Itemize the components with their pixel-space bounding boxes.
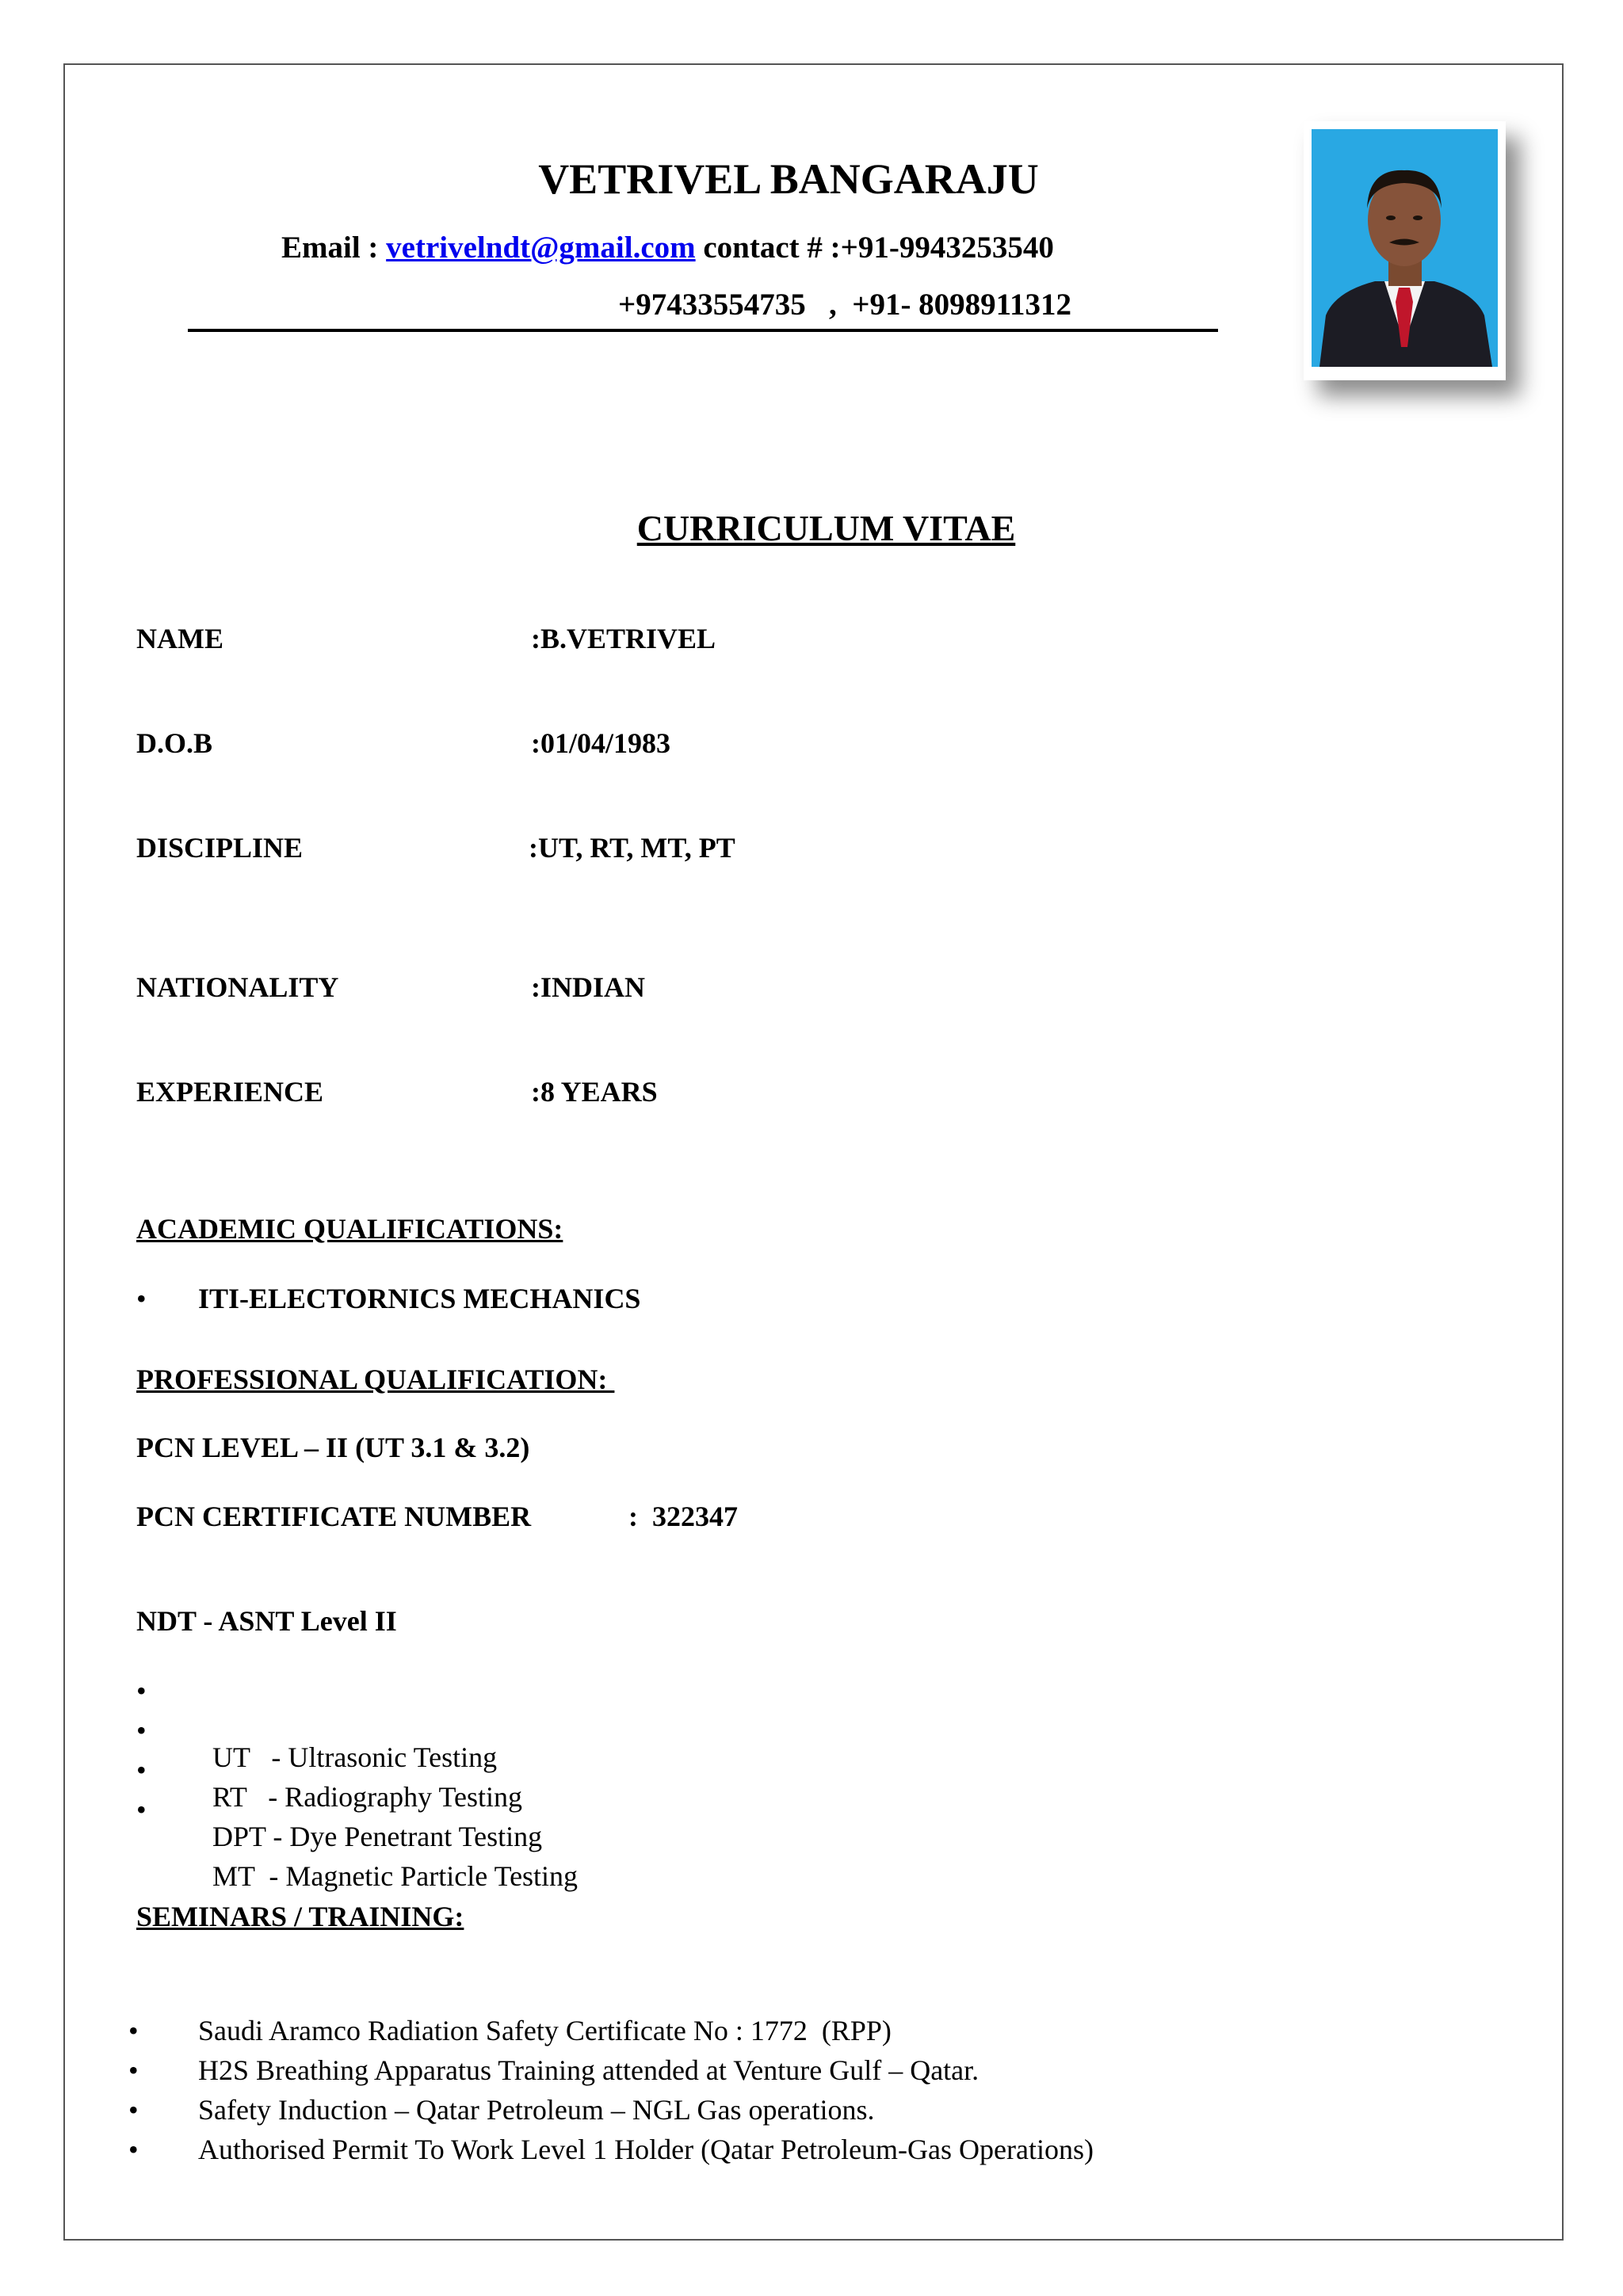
nationality-label: NATIONALITY xyxy=(136,971,339,1003)
seminar-item-label: Authorised Permit To Work Level 1 Holder (Qatar Petroleum-Gas Operations) xyxy=(198,2134,1094,2165)
academic-item xyxy=(136,1282,641,1315)
professional-heading: PROFESSIONAL QUALIFICATION: xyxy=(136,1363,615,1395)
list-item xyxy=(128,2093,875,2126)
academic-item-label: ITI-ELECTORNICS MECHANICS xyxy=(198,1283,641,1314)
ndt-item-label: UT - Ultrasonic Testing xyxy=(212,1741,498,1773)
bullet: • xyxy=(136,1714,147,1746)
experience-label: EXPERIENCE xyxy=(136,1076,324,1108)
pcn-level: PCN LEVEL – II (UT 3.1 & 3.2) xyxy=(136,1432,530,1463)
list-item xyxy=(136,1793,579,1893)
header-divider xyxy=(188,329,1218,332)
bullet: • xyxy=(128,2054,139,2086)
email-link[interactable]: vetrivelndt@gmail.com xyxy=(386,231,696,265)
ndt-heading: NDT - ASNT Level II xyxy=(136,1605,397,1637)
pcn-cert-label: PCN CERTIFICATE NUMBER xyxy=(136,1501,532,1532)
bullet: • xyxy=(136,1754,147,1786)
name-value: :B.VETRIVEL xyxy=(531,623,716,654)
pcn-cert-value: : 322347 xyxy=(628,1501,738,1532)
ndt-item-label: MT - Magnetic Particle Testing xyxy=(212,1860,579,1892)
discipline-label: DISCIPLINE xyxy=(136,832,304,864)
contact-number: contact # :+91-9943253540 xyxy=(695,231,1054,265)
bullet: • xyxy=(128,2015,139,2046)
experience-value: :8 YEARS xyxy=(531,1076,658,1108)
candidate-name: VETRIVEL BANGARAJU xyxy=(538,155,1039,203)
list-item xyxy=(128,2014,892,2047)
seminar-item-label: Safety Induction – Qatar Petroleum – NGL Gas operations. xyxy=(198,2094,875,2126)
phone-numbers: +97433554735 , +91- 8098911312 xyxy=(618,288,1072,322)
academic-heading: ACADEMIC QUALIFICATIONS: xyxy=(136,1213,563,1245)
list-item xyxy=(128,2054,980,2087)
dob-label: D.O.B xyxy=(136,727,213,759)
seminar-item-label: Saudi Aramco Radiation Safety Certificate No : 1772 (RPP) xyxy=(198,2015,892,2046)
discipline-value: :UT, RT, MT, PT xyxy=(529,832,735,864)
name-label: NAME xyxy=(136,623,223,654)
seminars-heading: SEMINARS / TRAINING: xyxy=(136,1901,464,1932)
ndt-item-label: RT - Radiography Testing xyxy=(212,1781,522,1813)
list-item xyxy=(128,2133,1094,2166)
nationality-value: :INDIAN xyxy=(531,971,645,1003)
ndt-item-label: DPT - Dye Penetrant Testing xyxy=(212,1821,543,1852)
person-portrait-icon xyxy=(1312,129,1498,367)
profile-photo xyxy=(1304,121,1506,380)
document-title: CURRICULUM VITAE xyxy=(636,508,1016,548)
bullet: • xyxy=(128,2094,139,2126)
bullet: • xyxy=(136,1283,147,1314)
bullet: • xyxy=(128,2134,139,2165)
dob-value: :01/04/1983 xyxy=(531,727,670,759)
bullet: • xyxy=(136,1675,147,1707)
seminar-item-label: H2S Breathing Apparatus Training attended at Venture Gulf – Qatar. xyxy=(198,2054,980,2086)
bullet: • xyxy=(136,1794,147,1825)
contact-line xyxy=(281,230,1054,265)
email-label: Email : xyxy=(281,231,387,265)
